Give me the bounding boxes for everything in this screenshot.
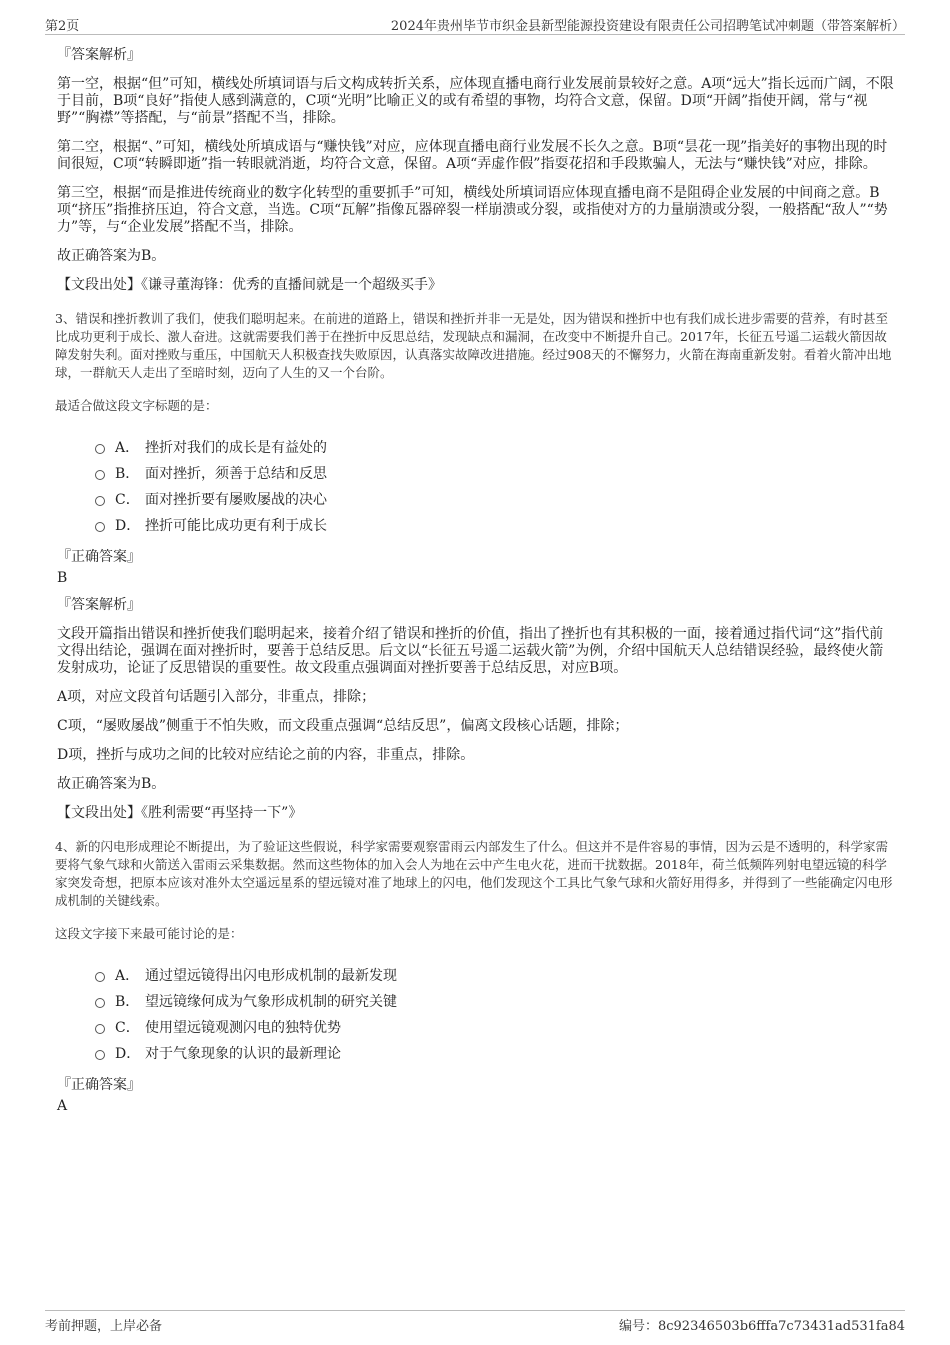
option-note-a: A项，对应文段首句话题引入部分，非重点，排除； [57,689,376,705]
option-letter: D． [115,1046,141,1062]
option-note-c: C项，“屡败屡战”侧重于不怕失败，而文段重点强调“总结反思”，偏离文段核心话题，排除； [57,718,629,734]
correct-answer: B [57,570,68,586]
page-header [45,14,905,35]
radio-button[interactable] [95,972,105,982]
option-d[interactable] [95,512,897,538]
page-content [55,44,897,1122]
option-c[interactable] [95,486,897,512]
option-text: 使用望远镜观测闪电的独特优势 [145,1020,341,1036]
option-letter: C． [115,1020,140,1036]
option-text: 面对挫折要有屡败屡战的决心 [145,492,327,508]
option-note-d: D项，挫折与成功之间的比较对应结论之前的内容，非重点，排除。 [57,747,475,763]
option-letter: D． [115,518,141,534]
option-text: 通过望远镜得出闪电形成机制的最新发现 [145,968,397,984]
radio-button[interactable] [95,1024,105,1034]
question-prompt: 这段文字接下来最可能讨论的是： [55,926,243,941]
analysis-paragraph: 第一空，根据“但”可知，横线处所填词语与后文构成转折关系，应体现直播电商行业发展前景较好之意。A项“远大”指长远而广阔，不限于目前，B项“良好”指使人感到满意的，C项“光明”比喻正义的或有希望的事物，均符合文意，保留。D项“开阔”指使开阔，常与“视野”“胸襟”等搭配，与“前景”搭配不当，排除。 [57,76,894,126]
option-letter: B． [115,994,140,1010]
analysis-paragraph: 文段开篇指出错误和挫折使我们聪明起来，接着介绍了错误和挫折的价值，指出了挫折也有其积极的一面，接着通过指代词“这”指代前文得出结论，强调在面对挫折时，要善于总结反思。后文以“长征五号遥二运载火箭”为例，介绍中国航天人总结错误经验，最终使火箭发射成功，论证了反思错误的重要性。故文段重点强调面对挫折要善于总结反思，对应B项。 [57,626,884,676]
option-c[interactable] [95,1014,897,1040]
conclusion: 故正确答案为B。 [57,248,166,264]
option-letter: A． [115,968,140,984]
analysis-paragraph: 第三空，根据“而是推进传统商业的数字化转型的重要抓手”可知，横线处所填词语应体现直播电商不是阻碍企业发展的中间商之意。B项“挤压”指推挤压迫，符合文意，当选。C项“瓦解”指像瓦器碎裂一样崩溃或分裂，或指使对方的力量崩溃或分裂，一般搭配“敌人”“势力”等，与“企业发展”搭配不当，排除。 [57,185,888,235]
option-text: 对于气象现象的认识的最新理论 [145,1046,341,1062]
analysis-paragraph: 第二空，根据“、”可知，横线处所填成语与“赚快钱”对应，应体现直播电商行业发展不长久之意。B项“昙花一现”指美好的事物出现的时间很短，C项“转瞬即逝”指一转眼就消逝，均符合文意，保留。A项“弄虚作假”指耍花招和手段欺骗人，无法与“赚快钱”对应，排除。 [57,139,888,172]
analysis-label: 『答案解析』 [57,47,141,63]
conclusion: 故正确答案为B。 [57,776,166,792]
option-a[interactable] [95,434,897,460]
option-b[interactable] [95,460,897,486]
option-list [95,962,897,1066]
radio-button[interactable] [95,998,105,1008]
question-stem: 4、新的闪电形成理论不断提出，为了验证这些假说，科学家需要观察雷雨云内部发生了什么。但这并不是件容易的事情，因为云是不透明的，科学家需要将气象气球和火箭送入雷雨云采集数据。然而这些物体的加入会人为地在云中产生电火花，进而干扰数据。2018年，荷兰低频阵列射电望远镜的科学家突发奇想，把原本应该对准外太空遥远星系的望远镜对准了地球上的闪电，他们发现这个工具比气象气球和火箭好用得多，并得到了一些能确定闪电形成机制的关键线索。 [55,839,893,908]
radio-button[interactable] [95,1050,105,1060]
option-list [95,434,897,538]
option-letter: B． [115,466,140,482]
correct-answer-label: 『正确答案』 [57,549,141,565]
radio-button[interactable] [95,470,105,480]
source-citation: 【文段出处】《谦寻董海锋：优秀的直播间就是一个超级买手》 [57,277,442,293]
document-title: 2024年贵州毕节市织金县新型能源投资建设有限责任公司招聘笔试冲刺题（带答案解析） [390,19,905,34]
document-id: 编号：8c92346503b6fffa7c73431ad531fa84 [618,1319,905,1334]
radio-button[interactable] [95,496,105,506]
correct-answer: A [57,1098,68,1114]
option-text: 面对挫折，须善于总结和反思 [145,466,327,482]
option-text: 挫折可能比成功更有利于成长 [145,518,327,534]
analysis-label: 『答案解析』 [57,597,141,613]
footer-slogan: 考前押题，上岸必备 [45,1319,163,1334]
option-text: 望远镜缘何成为气象形成机制的研究关键 [145,994,397,1010]
option-letter: C． [115,492,140,508]
option-letter: A． [115,440,140,456]
source-citation: 【文段出处】《胜利需要“再坚持一下”》 [57,805,303,821]
question-stem: 3、错误和挫折教训了我们，使我们聪明起来。在前进的道路上，错误和挫折并非一无是处，因为错误和挫折中也有我们成长进步需要的营养，有时甚至比成功更利于成长、激人奋进。这就需要我们善于在挫折中反思总结，发现缺点和漏洞，在改变中不断提升自己。2017年，长征五号遥二运载火箭因故障发射失利。面对挫败与重压，中国航天人积极查找失败原因，认真落实故障改进措施。经过908天的不懈努力，火箭在海南重新发射。看着火箭冲出地球，一群航天人走出了至暗时刻，迈向了人生的又一个台阶。 [55,311,892,380]
page-number: 第2页 [45,19,80,34]
option-d[interactable] [95,1040,897,1066]
option-a[interactable] [95,962,897,988]
correct-answer-label: 『正确答案』 [57,1077,141,1093]
option-b[interactable] [95,988,897,1014]
question-prompt: 最适合做这段文字标题的是： [55,398,218,413]
page-footer [45,1310,905,1334]
radio-button[interactable] [95,444,105,454]
radio-button[interactable] [95,522,105,532]
option-text: 挫折对我们的成长是有益处的 [145,440,327,456]
